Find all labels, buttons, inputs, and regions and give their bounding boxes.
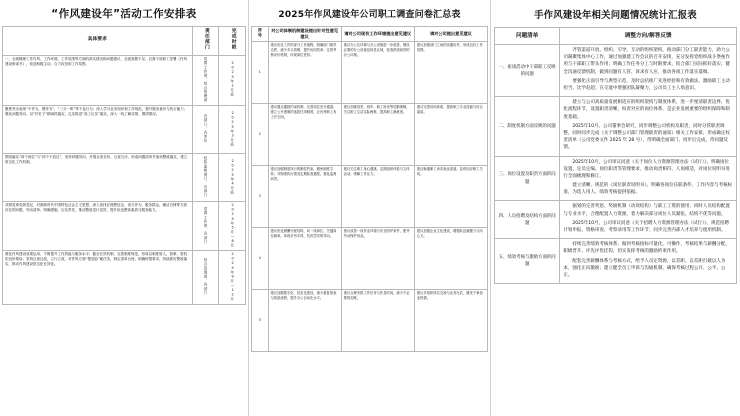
response-paragraph: 齐管渠道开放、组织、引导、互动的组织架构，推动部门分工职责能力，助力公司凝聚集体中心工作，通过加强建工作会议的召开安排，充分发挥党组织战斗堡垒作用与干部职工带头作用；明确工作任务分工与时限要求，结合部门实际抓好落实；健全沟通反馈机制，做到问题有人管、诉求有人应，推动各项工作落实落细。	[563, 48, 730, 75]
response-paragraph: 2025年10月。公司董事会研究，同步调整公司机构及职责，同时分管职责调整，同时同步完成《关于调整公司部门管理职责的通知》相关工作安排，形成确定权责清单（公司党委文件 2025 年 28 号），待明确全面部门、同步后完成，待问题反馈。	[563, 123, 730, 151]
column-header-question-2: 请对公司现有工作环境提出意见建议	[341, 27, 414, 42]
cell-suggestion-2: 建议改善一线作业环境与安全防护条件，配齐劳动保护用品。	[341, 228, 414, 290]
cell-issue: 二、制度机制方面反映的问题	[495, 97, 560, 156]
cell-suggestion-1: 建议优化薪酬分配结构，向一线岗位、关键岗位倾斜，体现多劳多得、奖优罚劣的导向。	[268, 228, 341, 290]
panel-1-title: “作风建设年”活动工作安排表	[51, 8, 197, 20]
cell-suggestion-3: 建议畅通职工诉求表达渠道，及时回应职工关切。	[414, 166, 487, 228]
cell-suggestion-1: 建议健全激励约束机制，完善岗位晋升通道，建立公开透明的选拔任用制度，让优秀职工有上升空间。	[268, 104, 341, 166]
cell-issue: 三、岗位设置及职责方面的问题	[495, 156, 560, 201]
cell-suggestion-2: 建议办公区环境与办公设施进一步改善，增设必要的办公设备及休息区域，营造舒适高效的办公环境。	[341, 42, 414, 104]
panel-problem-statistics	[490, 0, 740, 416]
cell-deadline: 2025年2月底	[219, 55, 246, 105]
table-row	[3, 201, 246, 251]
cell-requirement: 聚焦突出表现“不作为、慢作为”，“三分一哄”等不良行为；深入学习业务知识和工作规范，提升服务意识与执行能力；强化问题导向，以“钉钉子”精神抓落实，扎实推进“高工压实”落实，深入一线了解实情，摸清情况。	[3, 105, 193, 153]
table-row	[3, 55, 246, 105]
cell-deadline: 2025年9月—12月	[219, 251, 246, 305]
response-paragraph: 2025年10月，公司审议同意《关于岗位人力资源管理办法（试行）》，明确岗位设置、定员定编、岗位职责等管理要求，推动岗责相符、人岗相适，对岗位说明书进行全面梳理和修订。	[563, 159, 730, 179]
cell-no: 2	[252, 104, 269, 166]
cell-requirement: 对照党章党规党纪，对照新时代中国特色社会主义思想，深入查找在理想信念、担当作为、服务群众、廉洁自律等方面存在的问题，列出清单、明确措施、压实责任，推动整改见行见效，提升队伍整体素质与服务能力。	[3, 201, 193, 251]
cell-response	[560, 45, 737, 97]
column-header-question-1: 对公司体制机制建设提出针对性意见建议	[268, 27, 341, 42]
cell-response	[560, 239, 737, 284]
column-header-deadline: 完成时限	[219, 27, 246, 56]
cell-suggestion-3: 建议完善培训体系，提高职工专业技能与综合素质。	[414, 104, 487, 166]
work-arrangement-table	[2, 26, 246, 305]
cell-no: 5	[252, 290, 269, 352]
response-paragraph: 据划的完善奖惩、奖励机制（动效结构）与职工工资的使用；同时人员结构配置与专业水平，合理配置人力资源，着力解决部分岗位人员紧张、结构不优等问题。	[563, 204, 730, 217]
response-paragraph: 要强化正面引导与典型示范，及时总结推广先进经验和有效做法，激励职工主动担当、比学赶超；在交流中增强团队凝聚力，公司员工主人翁意识。	[563, 78, 730, 92]
cell-suggestion-3: 建议加强部门之间的沟通协作，形成良好工作氛围。	[414, 42, 487, 104]
response-paragraph: 2025年10月，公司审议同意《关于招聘人力资源管理办法（试行）》，规范招聘计划申报、资格审查、考察录用等工作环节；同步完善内部人才培养与使用机制。	[563, 220, 730, 234]
panel-work-arrangement	[0, 0, 248, 416]
table-row	[3, 251, 246, 305]
table-row	[495, 45, 737, 97]
cell-dept: 综合管理部、各部门	[192, 251, 219, 305]
column-header-no: 序号	[252, 27, 269, 42]
table-row	[252, 104, 488, 166]
table-row	[252, 166, 488, 228]
response-paragraph: 建立与公司高质量发展相适应的组织架构与制度体系，进一步厘清职责边界、优化流程环节，设置职责清晰、权责对应的岗位体系，是企业发展重要的组织保障和制度基础。	[563, 100, 730, 120]
column-header-dept: 责任部门	[192, 27, 219, 56]
cell-suggestion-2: 建议合理安排工作任务与作息时间，减少不必要的加班。	[341, 290, 414, 352]
panel-3-title: 手作风建设年相关问题情况统计汇报表	[534, 10, 697, 21]
cell-dept: 纪检监察部门、各部门	[192, 153, 219, 201]
cell-response	[560, 156, 737, 201]
cell-response	[560, 97, 737, 156]
table-row	[495, 239, 737, 284]
table-row	[252, 42, 488, 104]
response-paragraph: 持续完善绩效考核体系，做到考核指标可量化、可操作，考核结果与薪酬分配、职级晋升、评先评优挂钩，切实发挥考核的激励约束作用。	[563, 242, 730, 255]
cell-suggestion-2: 建议加强食堂、班车、职工宿舍等后勤保障，关注职工生活实际困难，提高职工满意度。	[341, 104, 414, 166]
column-header-response: 调整方向/解答反馈	[560, 28, 737, 45]
cell-issue: 五、绩效考核与激励方面的问题	[495, 239, 560, 284]
table-row	[3, 105, 246, 153]
cell-deadline: 2025年3月底	[219, 105, 246, 153]
column-header-requirement: 具体要求	[3, 27, 193, 56]
cell-deadline: 2025年5月—8月	[219, 201, 246, 251]
cell-no: 1	[252, 42, 269, 104]
table-row	[3, 153, 246, 201]
cell-suggestion-3: 建议加强企业文化建设，增强队伍凝聚力与向心力。	[414, 228, 487, 290]
cell-issue: 四、人员招聘及结构方面的问题	[495, 201, 560, 239]
table-row	[252, 290, 488, 352]
cell-suggestion-1: 建议加强数字化、信息化建设，减少重复报表与纸质流程，提升办公自动化水平。	[268, 290, 341, 352]
cell-issue: 一、座谈活动中干部职工反映的问题	[495, 45, 560, 97]
cell-suggestion-1: 建议加强制度执行的刚性约束，避免制度空转；对制度执行情况定期检查通报，强化监督问责。	[268, 166, 341, 228]
panel-2-title: 2025年作风建设年公司职工调查问卷汇总表	[278, 10, 461, 20]
cell-suggestion-2: 建议关注职工身心健康，定期组织体检与文体活动，缓解工作压力。	[341, 166, 414, 228]
column-header-question-3: 请对公司提出意见建议	[414, 27, 487, 42]
problem-statistics-table	[494, 27, 737, 284]
cell-response	[560, 201, 737, 239]
table-header-row	[252, 27, 488, 42]
cell-deadline: 2025年4月底	[219, 153, 246, 201]
cell-dept: 党群工作部、各部门	[192, 201, 219, 251]
response-paragraph: 建立清晰、规范的《岗位职责说明书》，明确各岗位任职条件、工作内容与考核标准，为选人用人、绩效考核提供依据。	[563, 183, 733, 196]
table-header-row	[3, 27, 246, 56]
panel-questionnaire-summary	[248, 0, 490, 416]
table-row	[495, 201, 737, 239]
cell-no: 4	[252, 228, 269, 290]
cell-suggestion-1: 建议优化工作的部分工作流程，明确部门职责边界，减少多头管理，提升协同效率；完善考核评价机制，体现岗位差异。	[268, 42, 341, 104]
response-paragraph: 配套完善薪酬体系与考核方式，给予人员定资源，以差距、以差距打破以人为本，强化正向激励；建立健全员工申诉与沟通机制，确保考核过程公开、公平、公正。	[563, 258, 726, 278]
cell-requirement: 一、全面梳理工作作风、工作环境、工作氛围等方面的真实情况和问题建议，全面查摆不足、自我干部职工签署《作风建设承诺书》，营造积极主动、合力攻坚的工作氛围。	[3, 55, 193, 105]
cell-suggestion-3: 建议多组织岗位交流与业务比武，激发干事创业热情。	[414, 290, 487, 352]
table-row	[252, 228, 488, 290]
column-header-issue-list: 问题清单	[495, 28, 560, 45]
cell-requirement: 围绕落实“四个到位”与“四个不放过”，坚持问题导向，开展自查自纠、互查互评，形成问题清单并逐项整改落实，建立常态化工作机制。	[3, 153, 193, 201]
cell-dept: 党群工作部、综合管理部	[192, 55, 219, 105]
cell-requirement: 强化作风建设成果运用，不断提升工作效能与服务水平；健全长效机制，完善制度规范，形成以制度管人、管事、管权的良好格局；坚持边查边改、立行立改，对作风方面“慢变脸”硬任务，制定清单台账，明确时限要求，持续抓好整改落实，推动作风建设常态化长效化。	[3, 251, 193, 305]
table-row	[495, 97, 737, 156]
table-row	[495, 156, 737, 201]
table-header-row	[495, 28, 737, 45]
questionnaire-table	[251, 26, 488, 352]
cell-no: 3	[252, 166, 269, 228]
cell-dept: 各部门、各单位	[192, 105, 219, 153]
